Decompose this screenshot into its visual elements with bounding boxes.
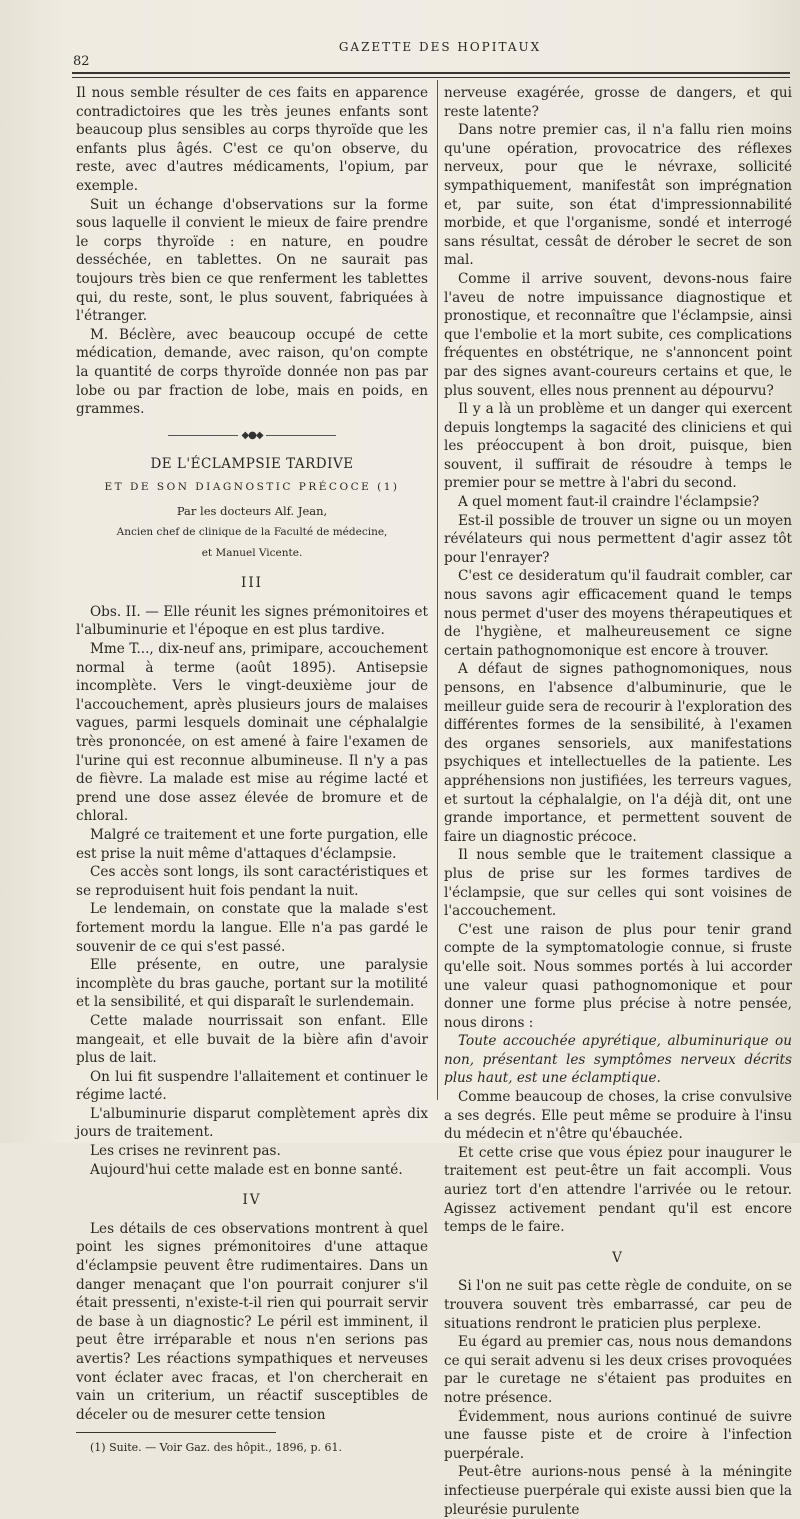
paragraph: A défaut de signes pathognomoniques, nous pensons, en l'absence d'albuminurie, que le meilleur guide sera de recourir à l'exploration des différentes formes de la sensibilité, à l'examen des organes sensoriels, aux manifestations psychiques et intellectuelles de la patiente. Les appréhensions non justifiées, les terreurs vagues, et surtout la céphalalgie, on l'a déjà dit, ont une grande importance, et permettent souvent de faire un diagnostic précoce. <box>444 661 792 845</box>
article-authors-2: et Manuel Vicente. <box>201 546 303 559</box>
paragraph: C'est une raison de plus pour tenir grand compte de la symptomatologie connue, si fruste qu'elle soit. Nous sommes portés à lui accorder une valeur quasi pathognomonique et pour donner une forme plus précise à notre pensée, nous dirons : <box>444 921 792 1031</box>
paragraph: Suit un échange d'observations sur la forme sous laquelle il convient le mieux de faire prendre le corps thyroïde : en nature, en poudre desséchée, en tablettes. On ne saurait pas toujours très bien ce que renferment les tablettes qui, du reste, sont, le plus souvent, fabriquées à l'étranger. <box>76 196 428 325</box>
paragraph: L'albuminurie disparut complètement après dix jours de traitement. <box>76 1105 428 1141</box>
right-column <box>444 84 792 1519</box>
footnote: (1) Suite. — Voir Gaz. des hôpit., 1896, p. 61. <box>90 1441 342 1455</box>
paragraph: Il nous semble résulter de ces faits en apparence contradictoires que les très jeunes enfants sont beaucoup plus sensibles au corps thyroïde que les enfants plus âgés. C'est ce qu'on observe, du reste, avec d'autres médicaments, l'opium, par exemple. <box>76 85 428 194</box>
section-heading: III <box>241 575 263 592</box>
quote-paragraph: Toute accouchée apyrétique, albuminurique ou non, présentant les symptômes nerveux décrits plus haut, est une éclamptique. <box>444 1033 792 1087</box>
paragraph: Il y a là un problème et un danger qui exercent depuis longtemps la sagacité des cliniciens et qui les préoccupent à bon droit, puisque, bien souvent, il suffirait de résoudre à temps le premier pour se mettre à l'abri du second. <box>444 401 792 492</box>
section-heading: V <box>612 1249 624 1266</box>
page-number: 82 <box>73 54 90 69</box>
paragraph: Comme il arrive souvent, devons-nous faire l'aveu de notre impuissance diagnostique et pronostique, et reconnaître que l'éclampsie, ainsi que l'embolie et la mort subite, ces complications fréquentes en obstétrique, ne s'annoncent point par des signes avant-coureurs certains et que, le plus souvent, elles nous prennent au dépourvu? <box>444 270 792 399</box>
article-title: DE L'ÉCLAMPSIE TARDIVE <box>150 456 354 473</box>
paragraph: Il nous semble que le traitement classique a plus de prise sur les formes tardives de l'éclampsie, que sur celles qui sont voisines de l'accouchement. <box>444 847 792 920</box>
paragraph: Cette malade nourrissait son enfant. Elle mangeait, et elle buvait de la bière afin d'avoir plus de lait. <box>76 1012 428 1067</box>
left-column <box>76 84 428 1458</box>
paragraph: Évidemment, nous aurions continué de suivre une fausse piste et de croire à l'infection puerpérale. <box>444 1408 792 1462</box>
paragraph: A quel moment faut-il craindre l'éclampsie? <box>458 494 760 511</box>
footnote-rule <box>76 1432 276 1433</box>
author-affiliation: Ancien chef de clinique de la Faculté de médecine, <box>116 526 388 539</box>
paragraph: C'est ce desideratum qu'il faudrait combler, car nous savons agir efficacement quand le temps nous permet d'user des moyens thérapeutiques et de l'hygiène, et malheureusement ce signe certain pathognomonique est encore à trouver. <box>444 568 792 659</box>
running-title: GAZETTE DES HOPITAUX <box>338 40 542 54</box>
paragraph: Les crises ne revinrent pas. <box>90 1143 281 1160</box>
section-ornament: ◆●◆ <box>76 427 428 446</box>
paragraph: M. Béclère, avec beaucoup occupé de cette médication, demande, avec raison, qu'on compte la quantité de corps thyroïde donnée non pas par lobe ou par fraction de lobe, mais en poids, en grammes. <box>76 326 428 418</box>
paragraph: Malgré ce traitement et une forte purgation, elle est prise la nuit même d'attaques d'éclampsie. <box>76 826 428 862</box>
paragraph: Eu égard au premier cas, nous nous demandons ce qui serait advenu si les deux crises provoquées par le curetage ne s'étaient pas produites en notre présence. <box>444 1334 792 1406</box>
paragraph: Est-il possible de trouver un signe ou un moyen révélateurs qui nous permettent d'agir assez tôt pour l'enrayer? <box>444 512 792 566</box>
paragraph: Ces accès sont longs, ils sont caractéristiques et se reproduisent huit fois pendant la nuit. <box>76 864 428 899</box>
column-divider <box>437 80 438 1100</box>
paragraph: Elle présente, en outre, une paralysie incomplète du bras gauche, portant sur la motilité et la sensibilité, et qui disparaît le surlendemain. <box>76 957 428 1011</box>
article-subtitle: ET DE SON DIAGNOSTIC PRÉCOCE (1) <box>104 480 400 493</box>
paragraph: Comme beaucoup de choses, la crise convulsive a ses degrés. Elle peut même se produire à l'insu du médecin et n'être qu'ébauchée. <box>444 1089 792 1143</box>
paragraph: Les détails de ces observations montrent à quel point les signes prémonitoires d'une attaque d'éclampsie peuvent être rudimentaires. Dans un danger menaçant que l'on pourrait conjurer s'il était pressenti, n'existe-t-il rien qui pourrait servir de base à un diagnostic? Le péril est imminent, il peut être irréparable et nous n'en serions pas avertis? Les réactions sympathiques et nerveuses vont éclater avec fracas, et l'on chercherait en vain un criterium, un réactif susceptibles de déceler ou de mesurer cette tension <box>76 1220 428 1423</box>
paragraph: Si l'on ne suit pas cette règle de conduite, on se trouvera souvent très embarrassé, car peu de situations rendront le praticien plus perplexe. <box>444 1278 792 1332</box>
header-rule <box>72 72 790 74</box>
paragraph: Obs. II. — Elle réunit les signes prémonitoires et l'albuminurie et l'époque en est plus tardive. <box>76 603 428 639</box>
header-rule-thin <box>72 77 790 78</box>
paragraph: nerveuse exagérée, grosse de dangers, et qui reste latente? <box>444 85 792 120</box>
section-heading: IV <box>242 1192 262 1209</box>
paragraph: Et cette crise que vous épiez pour inaugurer le traitement est peut-être un fait accompli. Vous auriez tort d'en attendre l'arrivée ou le retour. Agissez activement pendant qu'il est encore temps de le faire. <box>444 1144 792 1236</box>
paragraph: Peut-être aurions-nous pensé à la méningite infectieuse puerpérale qui existe aussi bien que la pleurésie purulente <box>444 1464 792 1518</box>
paragraph: On lui fit suspendre l'allaitement et continuer le régime lacté. <box>76 1068 428 1104</box>
paragraph: Mme T..., dix-neuf ans, primipare, accouchement normal à terme (août 1895). Antisepsie incomplète. Vers le vingt-deuxième jour de l'accouchement, après plusieurs jours de malaises vagues, parmi lesquels dominait une céphalalgie très prononcée, on est amené à faire l'examen de l'urine qui est reconnue albumineuse. Il n'y a pas de fièvre. La malade est mise au régime lacté et prend une dose assez élevée de bromure et de chloral. <box>76 641 428 825</box>
paragraph: Aujourd'hui cette malade est en bonne santé. <box>90 1161 403 1178</box>
article-authors: Par les docteurs Alf. Jean, <box>176 504 328 519</box>
paragraph: Dans notre premier cas, il n'a fallu rien moins qu'une opération, provocatrice des réflexes nerveux, pour que le névraxe, sollicité sympathiquement, manifestât son imprégnation et, par suite, son état d'impressionnabilité morbide, et que l'organisme, sondé et interrogé sans résultat, cessât de dérober le secret de son mal. <box>444 122 792 269</box>
paragraph: Le lendemain, on constate que la malade s'est fortement mordu la langue. Elle n'a pas gardé le souvenir de ce qui s'est passé. <box>76 901 428 955</box>
